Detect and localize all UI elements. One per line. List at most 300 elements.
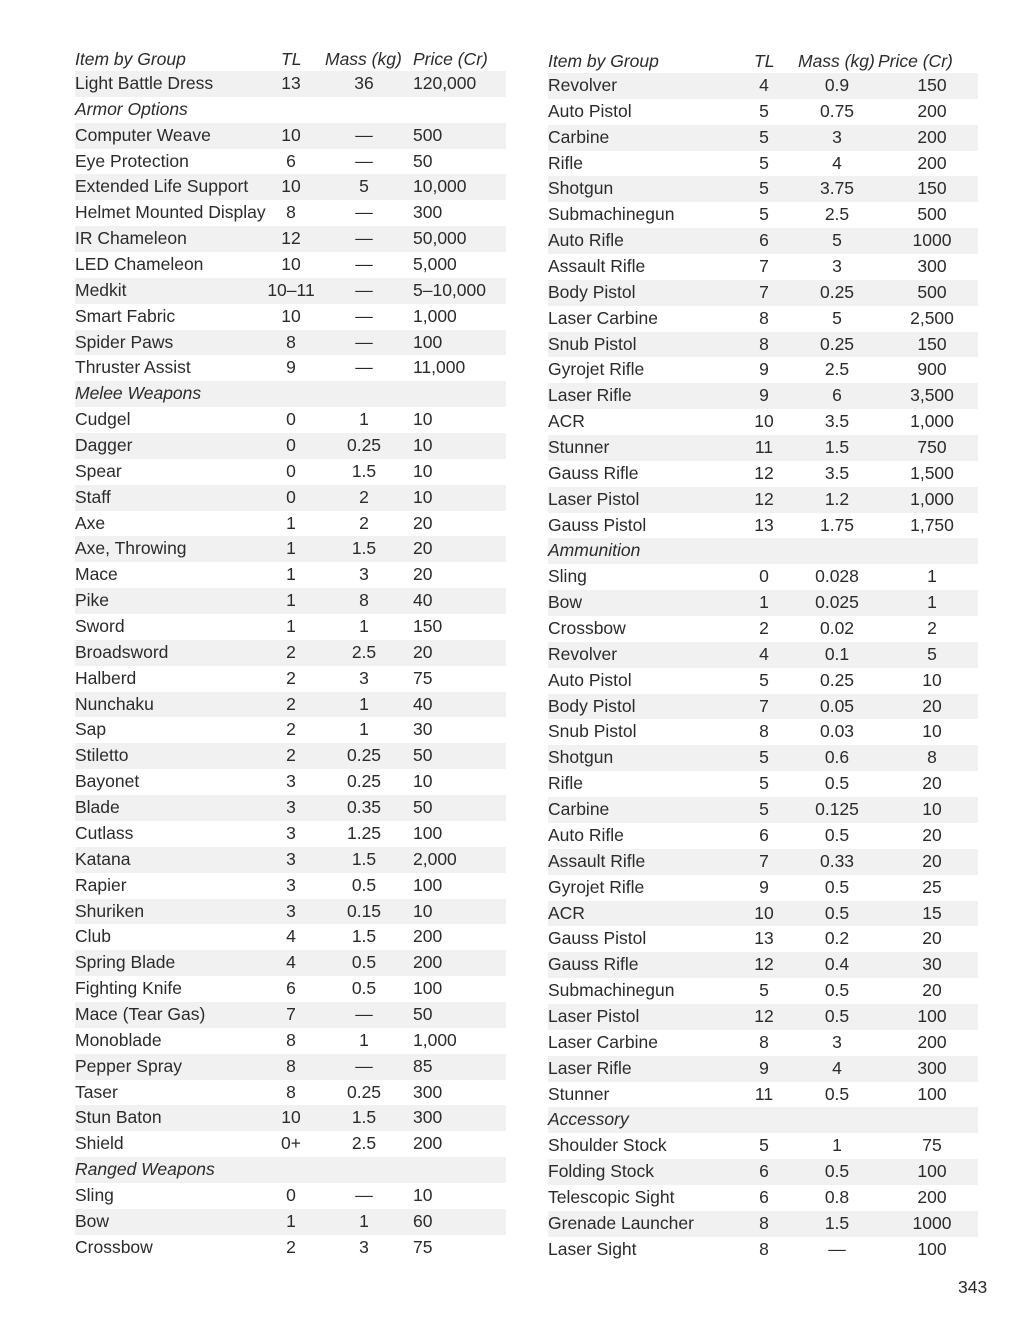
item-price: 200 <box>917 100 947 121</box>
item-price: 3,500 <box>910 385 954 406</box>
item-tl: 5 <box>759 747 769 768</box>
item-tl: 13 <box>754 928 774 949</box>
item-tl: 5 <box>759 1135 769 1156</box>
item-mass: 1.25 <box>346 822 382 843</box>
item-mass: 3 <box>832 256 842 277</box>
item-mass: 0.15 <box>346 900 382 921</box>
item-price: 85 <box>413 1055 433 1076</box>
item-name: Shoulder Stock <box>548 1135 667 1156</box>
item-name: Pike <box>75 590 110 611</box>
item-name: Rifle <box>548 152 584 173</box>
item-name: Katana <box>75 848 131 869</box>
table-row <box>75 355 506 381</box>
table-row <box>75 847 506 873</box>
table-row <box>548 357 978 383</box>
item-mass: 0.75 <box>819 100 855 121</box>
item-name: Auto Pistol <box>548 669 632 690</box>
item-price: 900 <box>917 359 947 380</box>
table-row <box>548 926 978 952</box>
item-name: Fighting Knife <box>75 978 183 999</box>
table-header <box>548 49 978 73</box>
item-tl: 8 <box>759 1212 769 1233</box>
item-price: 750 <box>917 437 947 458</box>
item-name: Laser Rifle <box>548 1057 632 1078</box>
item-name: Laser Pistol <box>548 488 640 509</box>
item-price: 20 <box>922 773 942 794</box>
item-price: 10,000 <box>413 176 467 197</box>
item-name: Nunchaku <box>75 693 154 714</box>
table-row <box>548 409 978 435</box>
item-mass: 3 <box>359 564 369 585</box>
item-price: 1,000 <box>910 411 954 432</box>
item-name: Telescopic Sight <box>548 1186 675 1207</box>
item-mass: 1 <box>359 1210 369 1231</box>
item-mass: 0.35 <box>346 797 382 818</box>
item-mass: 0.2 <box>824 928 850 949</box>
item-tl: 6 <box>286 150 296 171</box>
item-price: 1000 <box>912 230 952 251</box>
item-price: 500 <box>917 204 947 225</box>
item-price: 1,000 <box>910 488 954 509</box>
item-tl: 5 <box>759 126 769 147</box>
item-price: 1 <box>927 566 937 587</box>
item-mass: 0.25 <box>346 1081 382 1102</box>
table-row <box>548 952 978 978</box>
item-mass: 0.25 <box>819 333 855 354</box>
item-price: 500 <box>413 124 443 145</box>
item-mass: 1.5 <box>351 1107 377 1128</box>
table-row <box>548 487 978 513</box>
item-price: 11,000 <box>413 357 466 378</box>
item-price: 200 <box>917 152 947 173</box>
item-name: Stiletto <box>75 745 129 766</box>
item-tl: 2 <box>286 745 296 766</box>
item-mass: 5 <box>359 176 369 197</box>
table-row <box>75 1002 506 1028</box>
item-mass: 1.5 <box>824 437 850 458</box>
item-price: 200 <box>413 952 443 973</box>
item-name: Carbine <box>548 126 610 147</box>
item-name: Folding Stock <box>548 1161 655 1182</box>
item-tl: 2 <box>759 618 769 639</box>
item-price: 10 <box>922 669 942 690</box>
item-name: Laser Carbine <box>548 1031 658 1052</box>
header-price: Price (Cr) <box>413 49 488 69</box>
item-name: Stunner <box>548 1083 610 1104</box>
item-mass: 0.5 <box>824 902 850 923</box>
item-name: Bow <box>548 592 583 613</box>
item-mass: 6 <box>832 385 842 406</box>
page-number: 343 <box>958 1277 988 1297</box>
item-price: 5,000 <box>413 254 457 275</box>
item-tl: 10 <box>281 1107 301 1128</box>
item-price: 10 <box>413 409 433 430</box>
item-price: 50 <box>413 150 433 171</box>
item-price: 120,000 <box>413 73 477 93</box>
item-mass: 0.25 <box>346 771 382 792</box>
item-mass: — <box>355 150 373 171</box>
item-name: Staff <box>75 486 111 507</box>
group-label: Ammunition <box>548 540 641 561</box>
item-name: Spider Paws <box>75 331 174 352</box>
item-mass: 0.1 <box>824 643 850 664</box>
item-price: 25 <box>922 876 942 897</box>
table-row <box>75 149 506 175</box>
item-mass: 5 <box>832 307 842 328</box>
item-name: Mace <box>75 564 118 585</box>
item-tl: 10 <box>281 254 301 275</box>
table-row <box>548 564 978 590</box>
item-mass: 0.5 <box>824 824 850 845</box>
item-tl: 9 <box>759 359 769 380</box>
item-tl: 10 <box>281 176 301 197</box>
header-mass: Mass (kg) <box>798 51 875 71</box>
item-tl: 3 <box>286 822 296 843</box>
table-row <box>548 73 978 99</box>
item-mass: 1.5 <box>351 848 377 869</box>
item-name: Computer Weave <box>75 124 211 145</box>
item-tl: 4 <box>759 643 769 664</box>
item-mass: 1.5 <box>351 538 377 559</box>
item-price: 20 <box>922 824 942 845</box>
group-label: Armor Options <box>75 98 188 119</box>
item-name: Shield <box>75 1133 124 1154</box>
item-mass: 3 <box>359 667 369 688</box>
item-mass: 0.4 <box>824 954 850 975</box>
item-tl: 1 <box>286 616 296 637</box>
item-price: 2,000 <box>413 848 457 869</box>
table-row <box>75 252 506 278</box>
item-mass: — <box>355 305 373 326</box>
item-tl: 4 <box>759 75 769 95</box>
item-price: 300 <box>413 202 443 223</box>
table-row <box>75 769 506 795</box>
item-tl: 2 <box>286 1236 296 1257</box>
table-row <box>548 202 978 228</box>
item-name: Sap <box>75 719 107 740</box>
item-price: 300 <box>917 1057 947 1078</box>
item-mass: 1.75 <box>819 514 855 535</box>
item-price: 300 <box>413 1107 443 1128</box>
table-row <box>548 797 978 823</box>
item-tl: 0+ <box>281 1133 301 1154</box>
item-name: Smart Fabric <box>75 305 176 326</box>
table-row <box>548 901 978 927</box>
header-mass: Mass (kg) <box>325 49 402 69</box>
table-row <box>75 640 506 666</box>
table-row <box>548 461 978 487</box>
item-price: 200 <box>917 1186 947 1207</box>
table-row <box>548 694 978 720</box>
item-tl: 1 <box>286 538 296 559</box>
item-name: IR Chameleon <box>75 228 187 249</box>
item-tl: 5 <box>759 178 769 199</box>
item-mass: 0.25 <box>819 669 855 690</box>
item-price: 150 <box>917 333 947 354</box>
item-tl: 13 <box>754 514 774 535</box>
group-header-row <box>548 538 978 564</box>
item-mass: 0.125 <box>815 799 859 820</box>
item-tl: 13 <box>281 73 301 93</box>
item-price: 1,000 <box>413 305 457 326</box>
table-row <box>75 1183 506 1209</box>
table-row <box>548 125 978 151</box>
item-tl: 5 <box>759 669 769 690</box>
table-row <box>548 280 978 306</box>
table-row <box>75 614 506 640</box>
item-price: 8 <box>927 747 937 768</box>
item-tl: 6 <box>759 1161 769 1182</box>
header-price: Price (Cr) <box>878 51 953 71</box>
item-name: Body Pistol <box>548 281 636 302</box>
item-price: 200 <box>917 126 947 147</box>
item-price: 200 <box>413 1133 443 1154</box>
item-name: Halberd <box>75 667 137 688</box>
item-mass: 0.5 <box>351 874 377 895</box>
item-price: 20 <box>413 538 433 559</box>
item-mass: 0.5 <box>824 1161 850 1182</box>
table-row <box>548 745 978 771</box>
item-tl: 8 <box>286 202 296 223</box>
header-tl: TL <box>754 51 775 71</box>
item-mass: 1.5 <box>351 926 377 947</box>
item-mass: — <box>355 254 373 275</box>
item-price: 50 <box>413 1003 433 1024</box>
item-mass: — <box>355 1055 373 1076</box>
item-tl: 5 <box>759 152 769 173</box>
table-row <box>548 616 978 642</box>
item-mass: 36 <box>354 73 374 93</box>
item-tl: 12 <box>281 228 301 249</box>
group-label: Melee Weapons <box>75 383 202 404</box>
item-price: 60 <box>413 1210 433 1231</box>
item-tl: 9 <box>759 876 769 897</box>
item-mass: 8 <box>359 590 369 611</box>
table-row <box>75 330 506 356</box>
item-name: Submachinegun <box>548 980 675 1001</box>
item-name: Snub Pistol <box>548 333 637 354</box>
table-row <box>548 513 978 539</box>
table-row <box>548 978 978 1004</box>
item-price: 5–10,000 <box>413 279 486 300</box>
item-tl: 2 <box>286 693 296 714</box>
item-tl: 3 <box>286 848 296 869</box>
item-tl: 9 <box>759 1057 769 1078</box>
table-row <box>548 875 978 901</box>
item-price: 75 <box>922 1135 942 1156</box>
item-name: Broadsword <box>75 641 169 662</box>
item-name: Cudgel <box>75 409 131 430</box>
table-row <box>75 821 506 847</box>
item-tl: 7 <box>759 850 769 871</box>
item-tl: 5 <box>759 773 769 794</box>
item-mass: 0.25 <box>346 435 382 456</box>
item-price: 40 <box>413 590 433 611</box>
table-row <box>75 717 506 743</box>
table-row <box>548 1159 978 1185</box>
item-tl: 5 <box>759 799 769 820</box>
item-mass: 0.6 <box>824 747 850 768</box>
table-row <box>75 562 506 588</box>
item-name: Pepper Spray <box>75 1055 183 1076</box>
table-row <box>75 407 506 433</box>
item-mass: 1 <box>359 719 369 740</box>
table-row <box>548 306 978 332</box>
group-label: Ranged Weapons <box>75 1159 215 1180</box>
item-price: 40 <box>413 693 433 714</box>
item-name: Bayonet <box>75 771 140 792</box>
item-tl: 7 <box>759 256 769 277</box>
item-price: 20 <box>413 641 433 662</box>
item-price: 20 <box>922 695 942 716</box>
item-price: 10 <box>413 1184 433 1205</box>
item-price: 200 <box>917 1031 947 1052</box>
item-price: 1 <box>927 592 937 613</box>
table-row <box>548 1004 978 1030</box>
item-tl: 2 <box>286 641 296 662</box>
table-row <box>75 692 506 718</box>
table-row <box>548 1030 978 1056</box>
item-price: 100 <box>413 874 443 895</box>
item-name: Shuriken <box>75 900 145 921</box>
item-mass: 0.03 <box>819 721 855 742</box>
item-price: 100 <box>917 1238 947 1259</box>
item-tl: 8 <box>759 721 769 742</box>
item-price: 10 <box>413 771 433 792</box>
table-row <box>75 511 506 537</box>
item-mass: — <box>355 279 373 300</box>
item-mass: 0.9 <box>824 75 850 95</box>
item-name: Extended Life Support <box>75 176 249 197</box>
equipment-table-right <box>548 49 978 1263</box>
item-name: Light Battle Dress <box>75 73 214 93</box>
item-tl: 3 <box>286 771 296 792</box>
group-label: Accessory <box>548 1109 629 1130</box>
item-name: Shotgun <box>548 747 614 768</box>
item-tl: 3 <box>286 900 296 921</box>
item-tl: 0 <box>286 460 296 481</box>
item-mass: 3.5 <box>824 462 850 483</box>
table-row <box>75 1054 506 1080</box>
item-name: Laser Rifle <box>548 385 632 406</box>
item-price: 30 <box>922 954 942 975</box>
item-tl: 6 <box>759 824 769 845</box>
table-row <box>75 304 506 330</box>
item-name: Dagger <box>75 435 133 456</box>
item-tl: 1 <box>286 1210 296 1231</box>
item-tl: 12 <box>754 462 774 483</box>
table-row <box>75 588 506 614</box>
item-name: Sword <box>75 616 125 637</box>
item-mass: 0.5 <box>351 978 377 999</box>
table-row <box>75 899 506 925</box>
table-row <box>75 976 506 1002</box>
item-tl: 7 <box>759 281 769 302</box>
item-tl: 11 <box>754 1083 774 1104</box>
item-name: Laser Pistol <box>548 1005 640 1026</box>
item-tl: 0 <box>759 566 769 587</box>
table-row <box>75 743 506 769</box>
group-header-row <box>75 1157 506 1183</box>
item-mass: 0.5 <box>824 1083 850 1104</box>
item-mass: 0.5 <box>824 1005 850 1026</box>
item-tl: 0 <box>286 435 296 456</box>
table-row <box>548 771 978 797</box>
item-price: 50 <box>413 797 433 818</box>
item-tl: 0 <box>286 486 296 507</box>
item-tl: 4 <box>286 926 296 947</box>
item-tl: 6 <box>759 230 769 251</box>
item-price: 500 <box>917 281 947 302</box>
item-tl: 7 <box>286 1003 296 1024</box>
item-tl: 9 <box>759 385 769 406</box>
table-row <box>548 590 978 616</box>
item-tl: 6 <box>286 978 296 999</box>
item-mass: 0.05 <box>819 695 855 716</box>
table-row <box>75 1235 506 1261</box>
table-row <box>75 924 506 950</box>
item-tl: 1 <box>286 512 296 533</box>
item-mass: 0.025 <box>815 592 859 613</box>
item-name: Thruster Assist <box>75 357 191 378</box>
item-price: 10 <box>413 900 433 921</box>
item-tl: 6 <box>759 1186 769 1207</box>
item-name: Gyrojet Rifle <box>548 359 645 380</box>
item-tl: 8 <box>759 307 769 328</box>
item-name: ACR <box>548 411 585 432</box>
item-price: 100 <box>413 331 443 352</box>
item-price: 10 <box>922 799 942 820</box>
item-price: 1,750 <box>910 514 954 535</box>
item-name: Monoblade <box>75 1029 162 1050</box>
table-row <box>548 1185 978 1211</box>
item-mass: 0.5 <box>351 952 377 973</box>
item-mass: 0.8 <box>824 1186 850 1207</box>
item-tl: 7 <box>759 695 769 716</box>
item-price: 10 <box>922 721 942 742</box>
item-name: Carbine <box>548 799 610 820</box>
table-row <box>75 226 506 252</box>
item-name: Shotgun <box>548 178 614 199</box>
item-tl: 8 <box>286 331 296 352</box>
item-name: Medkit <box>75 279 127 300</box>
item-price: 50 <box>413 745 433 766</box>
item-price: 100 <box>917 1161 947 1182</box>
item-mass: 0.028 <box>815 566 859 587</box>
item-mass: 1.5 <box>351 460 377 481</box>
item-name: Stun Baton <box>75 1107 162 1128</box>
group-header-row <box>75 381 506 407</box>
item-mass: 5 <box>832 230 842 251</box>
table-row <box>75 278 506 304</box>
item-mass: 4 <box>832 1057 842 1078</box>
item-tl: 2 <box>286 719 296 740</box>
item-tl: 8 <box>286 1055 296 1076</box>
table-row <box>548 719 978 745</box>
item-tl: 10 <box>281 124 301 145</box>
item-tl: 8 <box>286 1029 296 1050</box>
table-row <box>75 536 506 562</box>
item-tl: 5 <box>759 980 769 1001</box>
item-price: 20 <box>922 980 942 1001</box>
item-name: Club <box>75 926 111 947</box>
item-name: Auto Rifle <box>548 230 624 251</box>
item-mass: 1 <box>359 1029 369 1050</box>
equipment-table-left <box>75 47 506 1261</box>
item-name: Axe, Throwing <box>75 538 187 559</box>
table-row <box>75 174 506 200</box>
item-price: 100 <box>413 978 443 999</box>
